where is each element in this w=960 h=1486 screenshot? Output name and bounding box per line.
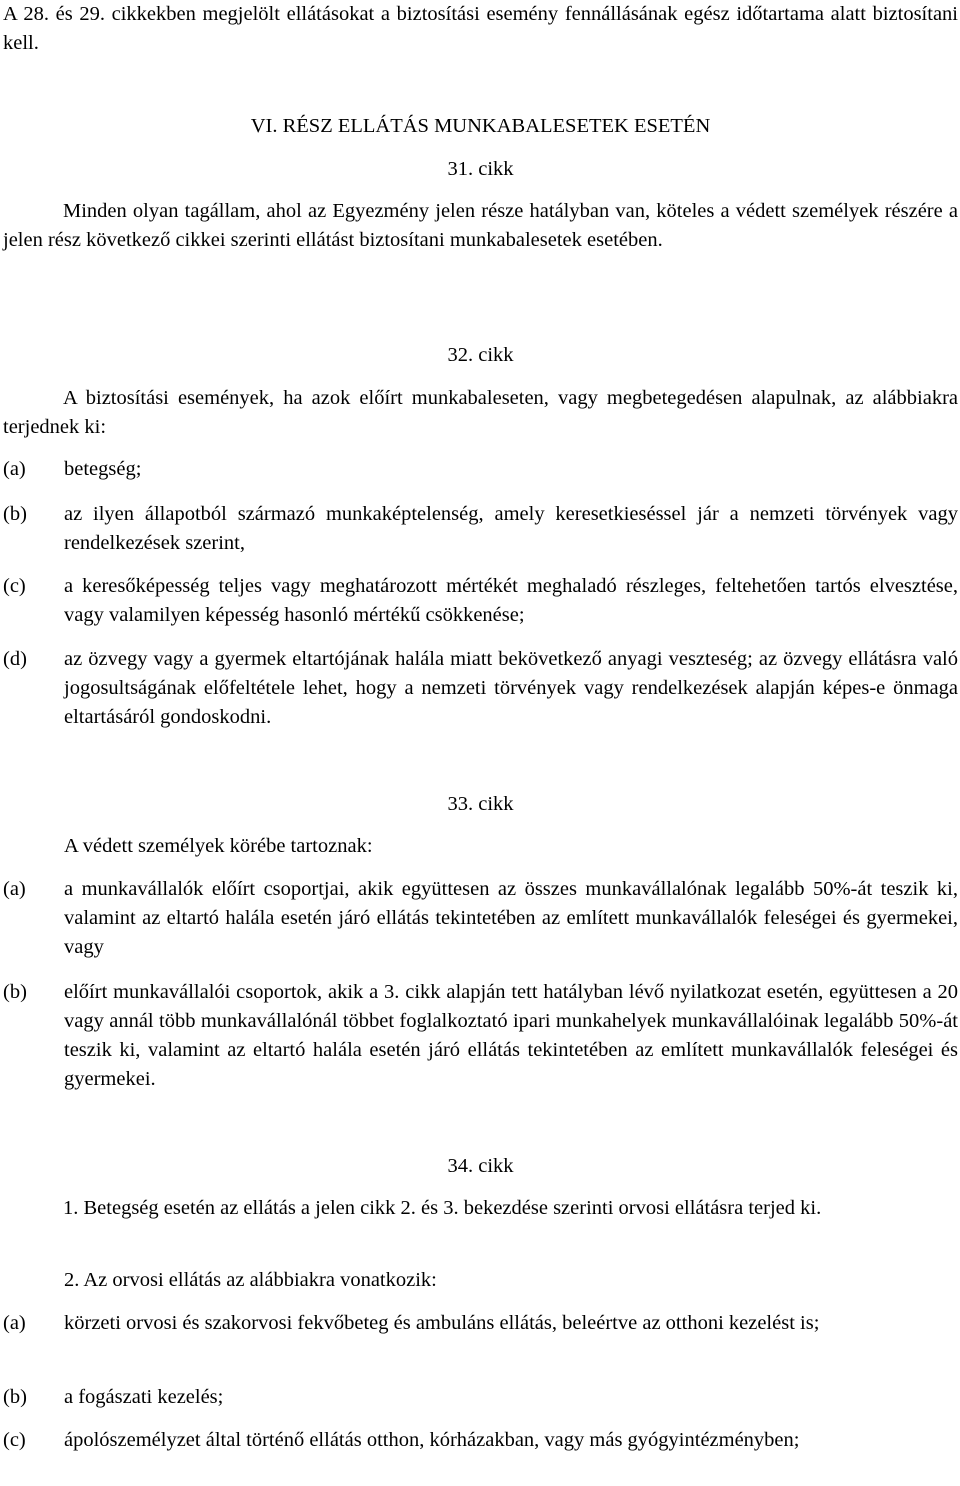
article-32-item xyxy=(3,500,958,558)
article-34-item xyxy=(3,1309,958,1338)
item-text: betegség; xyxy=(64,458,142,480)
article-33-item xyxy=(3,978,958,1094)
item-label: (a) xyxy=(3,1312,26,1334)
item-label: (b) xyxy=(3,1386,27,1408)
item-text: előírt munkavállalói csoportok, akik a 3. cikk alapján tett hatályban lévő nyilatkozat esetén, együttesen a 20 vagy annál több munkavállalónál többet foglalkoztató ipari munkahelyek munkavállalóinak legalább 50%-át teszik ki, valamint az eltartó halála esetén járó ellátás tekintetében az említett munkavállalók feleségei és gyermekei. xyxy=(64,981,958,1090)
intro-paragraph: A 28. és 29. cikkekben megjelölt ellátásokat a biztosítási esemény fennállásának egész időtartama alatt biztosítani kell. xyxy=(3,3,958,54)
item-text: az ilyen állapotból származó munkaképtelenség, amely keresetkieséssel jár a nemzeti törvények vagy rendelkezések szerint, xyxy=(64,503,958,554)
item-label: (b) xyxy=(3,981,27,1003)
article-33-heading: 33. cikk xyxy=(447,793,514,815)
article-32-lead: A biztosítási események, ha azok előírt munkabaleseten, vagy megbetegedésen alapulnak, az alábbiakra terjednek ki: xyxy=(3,387,958,438)
item-label: (c) xyxy=(3,575,26,597)
article-34-paragraph-2: 2. Az orvosi ellátás az alábbiakra vonatkozik: xyxy=(64,1269,437,1291)
article-32-item xyxy=(3,572,958,630)
article-31-text: Minden olyan tagállam, ahol az Egyezmény jelen része hatályban van, köteles a védett személyek részére a jelen rész következő cikkei szerinti ellátást biztosítani munkabalesetek esetében. xyxy=(3,200,958,251)
item-text: a fogászati kezelés; xyxy=(64,1386,224,1408)
article-32-item xyxy=(3,455,958,484)
item-label: (a) xyxy=(3,878,26,900)
part-title: VI. RÉSZ ELLÁTÁS MUNKABALESETEK ESETÉN xyxy=(250,115,711,137)
item-label: (a) xyxy=(3,458,26,480)
article-33-item xyxy=(3,875,958,962)
item-text: az özvegy vagy a gyermek eltartójának halála miatt bekövetkező anyagi veszteség; az özvegy ellátásra való jogosultságának előfeltétele lehet, hogy a nemzeti törvények vagy rendelkezések alapján képes-e önmaga eltartásáról gondoskodni. xyxy=(64,648,958,728)
article-34-item xyxy=(3,1383,958,1412)
item-label: (b) xyxy=(3,503,27,525)
article-33-lead: A védett személyek körébe tartoznak: xyxy=(64,835,373,857)
article-32-heading: 32. cikk xyxy=(447,344,514,366)
article-34-paragraph-1: 1. Betegség esetén az ellátás a jelen cikk 2. és 3. bekezdése szerinti orvosi ellátásra terjed ki. xyxy=(63,1197,822,1219)
item-label: (c) xyxy=(3,1429,26,1451)
item-text: a keresőképesség teljes vagy meghatározott mértékét meghaladó részleges, feltehetően tartós elvesztése, vagy valamilyen képesség hasonló mértékű csökkenése; xyxy=(64,575,958,626)
article-31-heading: 31. cikk xyxy=(447,158,514,180)
item-text: körzeti orvosi és szakorvosi fekvőbeteg és ambuláns ellátás, beleértve az otthoni kezelést is; xyxy=(64,1312,820,1334)
article-34-heading: 34. cikk xyxy=(447,1155,514,1177)
article-34-item xyxy=(3,1426,958,1455)
item-text: a munkavállalók előírt csoportjai, akik együttesen az összes munkavállalónak legalább 50%-át teszik ki, valamint az eltartó halála esetén járó ellátás tekintetében az említett munkavállalók feleségei és gyermekei, vagy xyxy=(64,878,958,958)
item-text: ápolószemélyzet által történő ellátás otthon, kórházakban, vagy más gyógyintézményben; xyxy=(64,1429,800,1451)
item-label: (d) xyxy=(3,648,27,670)
article-32-item xyxy=(3,645,958,732)
